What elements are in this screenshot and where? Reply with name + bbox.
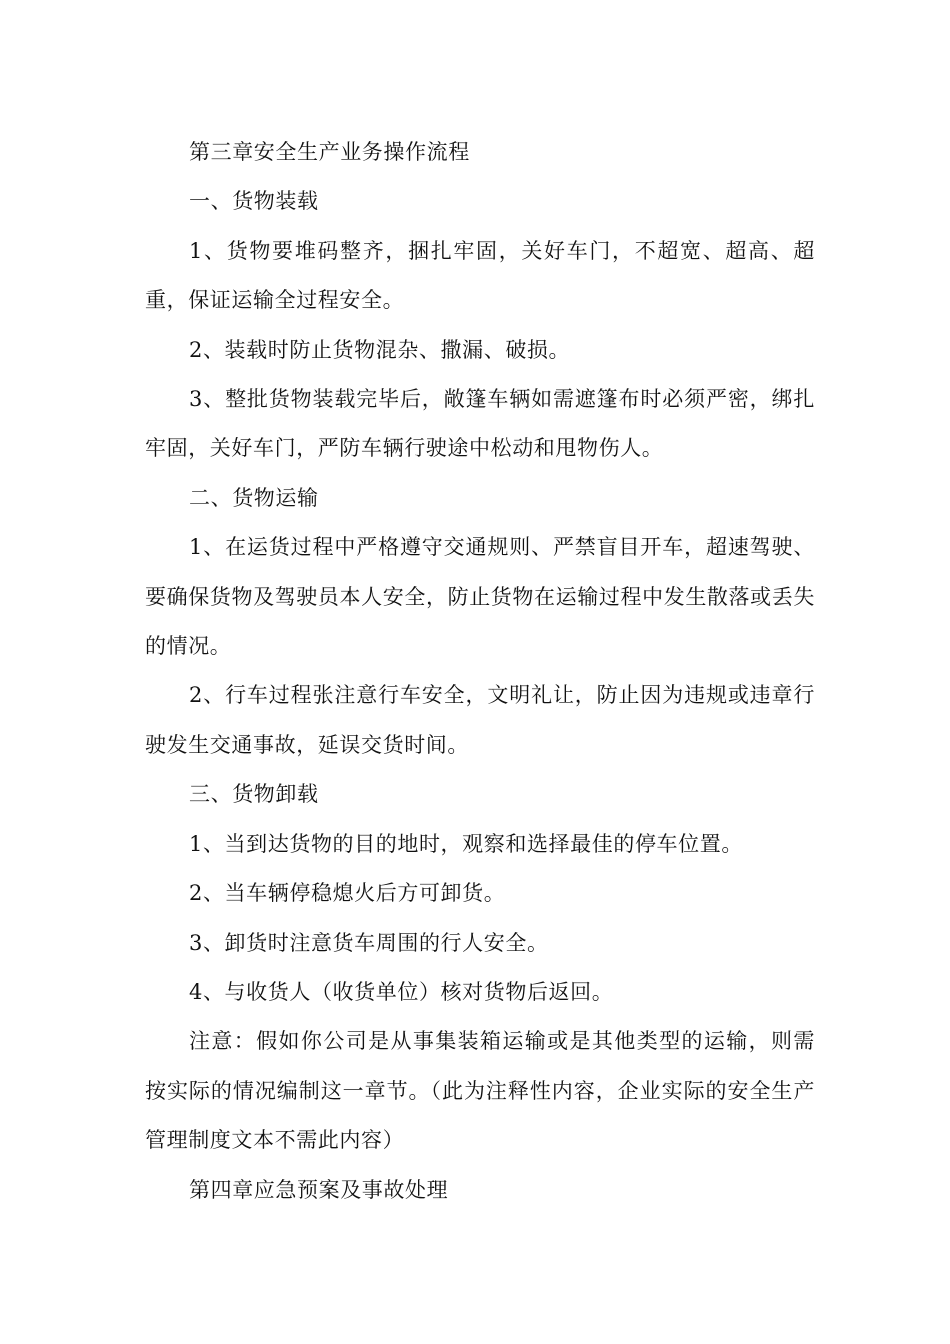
- document-body: [145, 128, 815, 1215]
- chapter-heading: 第四章应急预案及事故处理: [189, 1177, 449, 1202]
- paragraph: 4、与收货人（收货单位）核对货物后返回。: [189, 979, 614, 1004]
- paragraph: 2、行车过程张注意行车安全，文明礼让，防止因为违规或违章行驶发生交通事故，延误交货时间。: [145, 683, 815, 757]
- section-heading: 三、货物卸载: [189, 782, 319, 807]
- paragraph: 1、当到达货物的目的地时，观察和选择最佳的停车位置。: [189, 831, 743, 856]
- paragraph: 3、整批货物装载完毕后，敞篷车辆如需遮篷布时必须严密，绑扎牢固，关好车门，严防车辆行驶途中松动和甩物伤人。: [145, 387, 815, 461]
- paragraph: 1、在运货过程中严格遵守交通规则、严禁盲目开车，超速驾驶、要确保货物及驾驶员本人安全，防止货物在运输过程中发生散落或丢失的情况。: [145, 535, 815, 659]
- paragraph: 3、卸货时注意货车周围的行人安全。: [189, 930, 549, 955]
- paragraph: 2、装载时防止货物混杂、撒漏、破损。: [189, 337, 571, 362]
- paragraph: 1、货物要堆码整齐，捆扎牢固，关好车门，不超宽、超高、超重，保证运输全过程安全。: [145, 238, 815, 313]
- section-heading: 二、货物运输: [189, 485, 319, 510]
- chapter-heading: 第三章安全生产业务操作流程: [189, 140, 470, 164]
- section-heading: 一、货物装载: [189, 189, 319, 214]
- note-paragraph: 注意：假如你公司是从事集装箱运输或是其他类型的运输，则需按实际的情况编制这一章节。（此为注释性内容，企业实际的安全生产管理制度文本不需此内容）: [145, 1029, 815, 1153]
- paragraph: 2、当车辆停稳熄火后方可卸货。: [189, 881, 506, 906]
